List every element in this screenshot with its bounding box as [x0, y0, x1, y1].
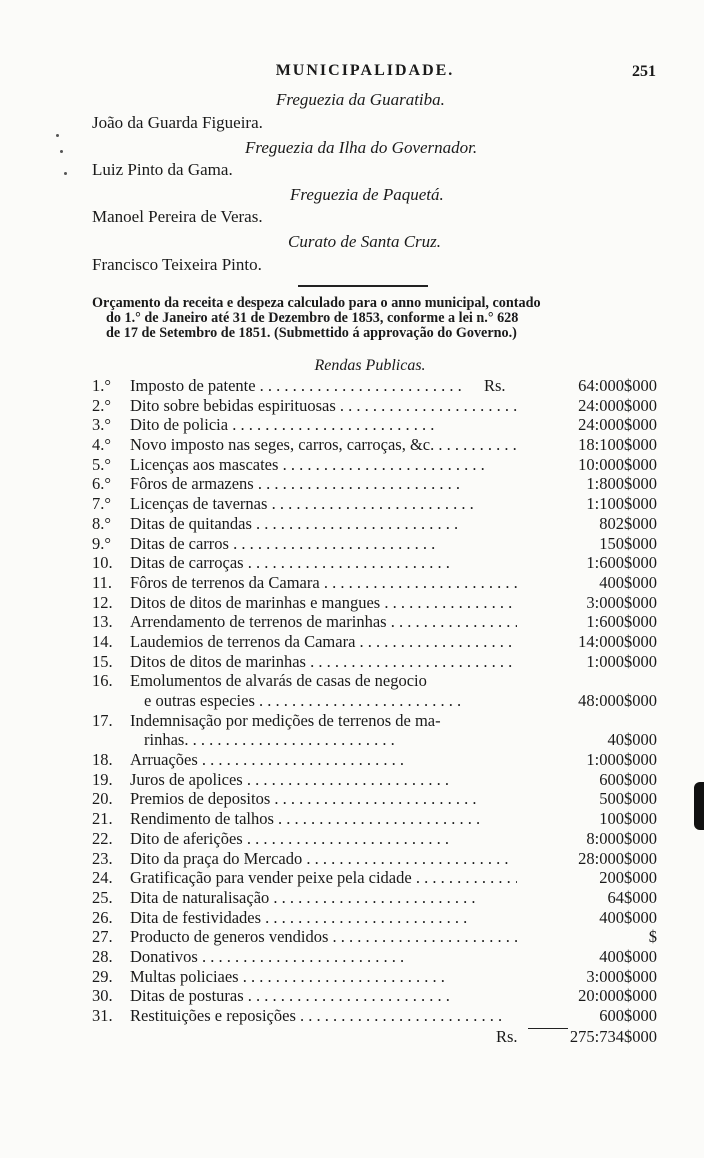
item-value: 8:000$000: [586, 828, 657, 848]
item-label: Indemnisação por medições de terrenos de ma-: [130, 710, 441, 730]
item-value: 200$000: [599, 868, 657, 888]
budget-intro-line: de 17 de Setembro de 1851. (Submettido á approvação do Governo.): [106, 325, 517, 341]
total-prefix: Rs.: [496, 1027, 518, 1046]
item-number: 4.°: [92, 435, 111, 455]
item-value: 400$000: [599, 907, 657, 927]
item-number: 9.°: [92, 533, 111, 553]
item-value: 48:000$000: [578, 691, 657, 710]
revenue-item: [92, 573, 657, 593]
item-label: Producto de generos vendidos . .: [130, 927, 517, 947]
item-value: 400$000: [599, 946, 657, 966]
revenue-item: [92, 553, 657, 573]
item-number: 31.: [92, 1006, 113, 1025]
revenue-item: [92, 415, 657, 435]
item-value: $: [648, 927, 657, 947]
item-number: 30.: [92, 986, 113, 1006]
item-number: 6.°: [92, 474, 111, 494]
item-value: 400$000: [599, 572, 657, 592]
item-label: Dita de naturalisação . .: [130, 888, 517, 908]
item-number: 25.: [92, 887, 113, 907]
item-value: 64$000: [607, 887, 657, 907]
item-label: Dito da praça do Mercado . .: [130, 849, 517, 869]
item-number: 20.: [92, 789, 113, 809]
item-value: 1:100$000: [586, 494, 657, 514]
item-number: 29.: [92, 966, 113, 986]
section-title: Rendas Publicas.: [314, 357, 426, 374]
item-label: Novo imposto nas seges, carros, carroças, &c. . .: [130, 435, 517, 455]
item-value: 24:000$000: [578, 415, 657, 435]
total-value: 275:734$000: [569, 1027, 657, 1046]
revenue-item-continuation: [92, 691, 657, 711]
revenue-item: [92, 514, 657, 534]
item-label: Laudemios de terrenos da Camara . .: [130, 632, 517, 652]
item-label: Multas policiaes . .: [130, 967, 517, 987]
parish-heading: Freguezia da Ilha do Governador.: [245, 138, 478, 157]
budget-intro-line: Orçamento da receita e despeza calculado para o anno municipal, contado: [92, 295, 541, 311]
revenue-item: [92, 711, 657, 731]
budget-intro: [92, 296, 662, 341]
page-number: 251: [632, 63, 656, 80]
item-value: 500$000: [599, 789, 657, 809]
item-value: 802$000: [599, 513, 657, 533]
official-name: João da Guarda Figueira.: [92, 113, 263, 132]
official-name: Francisco Teixeira Pinto.: [92, 255, 262, 274]
parish-heading: Freguezia de Paquetá.: [290, 185, 444, 204]
item-number: 2.°: [92, 395, 111, 415]
item-label: Imposto de patente . .: [130, 376, 517, 396]
item-number: 15.: [92, 651, 113, 671]
item-label: Dito de aferições . .: [130, 829, 517, 849]
item-value: 3:000$000: [586, 966, 657, 986]
revenue-item: [92, 652, 657, 672]
item-number: 1.°: [92, 376, 111, 395]
item-number: 10.: [92, 553, 113, 573]
item-number: 26.: [92, 907, 113, 927]
revenue-item: [92, 396, 657, 416]
revenue-item: [92, 593, 657, 613]
item-label: Arrendamento de terrenos de marinhas . .: [130, 612, 517, 632]
item-number: 23.: [92, 848, 113, 868]
item-value: 150$000: [599, 533, 657, 553]
item-value: 10:000$000: [578, 454, 657, 474]
total-rule: [528, 1028, 568, 1029]
item-number: 22.: [92, 828, 113, 848]
item-label: Ditos de ditos de marinhas e mangues . .: [130, 593, 517, 613]
item-value: 18:100$000: [578, 435, 657, 455]
item-value: 100$000: [599, 809, 657, 829]
revenue-item: [92, 612, 657, 632]
item-number: 5.°: [92, 454, 111, 474]
item-label: Licenças aos mascates . .: [130, 455, 517, 475]
item-label: Arruações . .: [130, 750, 517, 770]
item-label: Gratificação para vender peixe pela cidade . .: [130, 868, 517, 888]
margin-mark: [56, 134, 59, 137]
section-divider: [298, 285, 428, 287]
item-number: 19.: [92, 769, 113, 789]
revenue-item: [92, 632, 657, 652]
item-value: 40$000: [607, 730, 657, 750]
item-number: 8.°: [92, 513, 111, 533]
item-value: 64:000$000: [578, 376, 657, 395]
item-label: Ditos de ditos de marinhas . .: [130, 652, 517, 672]
item-label: Dito sobre bebidas espirituosas . .: [130, 396, 517, 416]
revenue-item: [92, 908, 657, 928]
revenue-item: [92, 888, 657, 908]
item-number: 13.: [92, 612, 113, 632]
item-value: 1:600$000: [586, 612, 657, 632]
revenue-item: [92, 829, 657, 849]
revenue-item: [92, 435, 657, 455]
item-label: Fôros de armazens . .: [130, 474, 517, 494]
item-number: 28.: [92, 946, 113, 966]
item-number: 24.: [92, 868, 113, 888]
revenue-item: [92, 868, 657, 888]
item-value: 600$000: [599, 769, 657, 789]
item-value: 24:000$000: [578, 395, 657, 415]
scan-blot: [694, 782, 704, 830]
item-label: Ditas de posturas . .: [130, 986, 517, 1006]
item-value: 3:000$000: [586, 592, 657, 612]
item-value: 1:000$000: [586, 750, 657, 770]
item-label: Dita de festividades . .: [130, 908, 517, 928]
item-value: 28:000$000: [578, 848, 657, 868]
item-label: Juros de apolices . .: [130, 770, 517, 790]
official-name: Manoel Pereira de Veras.: [92, 207, 263, 226]
item-label: Fôros de terrenos da Camara . .: [130, 573, 517, 593]
revenue-item: [92, 809, 657, 829]
item-value: 1:000$000: [586, 651, 657, 671]
item-label: Premios de depositos . .: [130, 789, 517, 809]
revenue-item-continuation: [92, 730, 657, 750]
item-number: 27.: [92, 927, 113, 947]
revenue-item: [92, 947, 657, 967]
item-number: 3.°: [92, 415, 111, 435]
item-label: Ditas de carros . .: [130, 534, 517, 554]
item-label: Rendimento de talhos . .: [130, 809, 517, 829]
revenue-item: [92, 967, 657, 987]
item-label: Ditas de quitandas . .: [130, 514, 517, 534]
item-label: Restituições e reposições . .: [130, 1006, 517, 1026]
budget-intro-line: do 1.° de Janeiro até 31 de Dezembro de 1853, conforme a lei n.° 628: [106, 310, 519, 326]
revenue-item: [92, 750, 657, 770]
item-value: 14:000$000: [578, 631, 657, 651]
revenue-item: [92, 534, 657, 554]
revenue-item: [92, 1006, 657, 1026]
revenue-item: [92, 455, 657, 475]
item-number: 11.: [92, 572, 113, 592]
currency-prefix: Rs.: [484, 376, 506, 395]
item-label: Licenças de tavernas . .: [130, 494, 517, 514]
item-label: Emolumentos de alvarás de casas de negocio: [130, 671, 427, 691]
item-number: 18.: [92, 750, 113, 770]
item-value: 600$000: [599, 1006, 657, 1025]
item-number: 17.: [92, 710, 113, 730]
item-number: 12.: [92, 592, 113, 612]
revenue-item: [92, 789, 657, 809]
item-label: Dito de policia . .: [130, 415, 517, 435]
revenue-list: [92, 376, 657, 1026]
running-header: MUNICIPALIDADE.: [275, 62, 455, 79]
item-label-continuation: e outras especies . .: [130, 691, 517, 711]
revenue-item: [92, 671, 657, 691]
revenue-item: [92, 474, 657, 494]
item-label: Ditas de carroças . .: [130, 553, 517, 573]
item-label-continuation: rinhas. . .: [130, 730, 517, 750]
parish-heading: Curato de Santa Cruz.: [288, 232, 442, 251]
revenue-item: [92, 770, 657, 790]
revenue-item: [92, 494, 657, 514]
official-name: Luiz Pinto da Gama.: [92, 160, 233, 179]
item-value: 1:600$000: [586, 553, 657, 573]
item-number: 14.: [92, 631, 113, 651]
margin-mark: [60, 150, 63, 153]
item-number: 16.: [92, 671, 113, 691]
revenue-item: [92, 927, 657, 947]
revenue-item: [92, 986, 657, 1006]
item-value: 20:000$000: [578, 986, 657, 1006]
item-number: 7.°: [92, 494, 111, 514]
item-label: Donativos . .: [130, 947, 517, 967]
item-number: 21.: [92, 809, 113, 829]
margin-mark: [64, 172, 67, 175]
revenue-item: [92, 849, 657, 869]
revenue-item: [92, 376, 657, 396]
parish-heading: Freguezia da Guaratiba.: [276, 90, 445, 109]
item-value: 1:800$000: [586, 474, 657, 494]
